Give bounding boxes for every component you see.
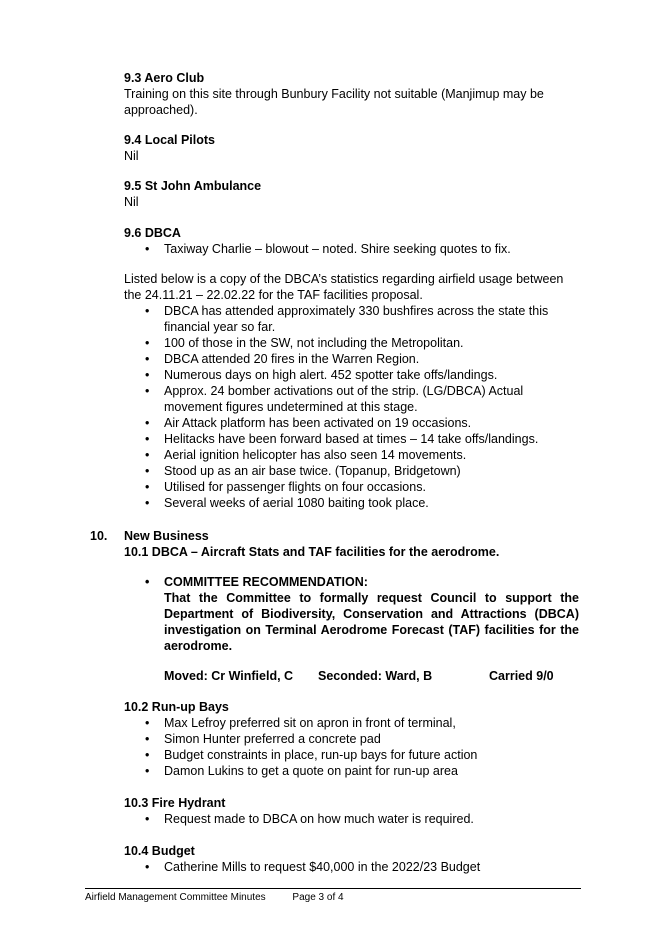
section-10-3: [124, 795, 579, 827]
section-9-6: [124, 225, 579, 257]
committee-recommendation: [124, 574, 579, 684]
section-heading: 9.5 St John Ambulance: [124, 179, 262, 193]
section-10-4: [124, 843, 579, 875]
statistics-list: [124, 303, 579, 511]
list-item: • Request made to DBCA on how much water is required.: [124, 811, 579, 827]
section-10: [124, 528, 579, 560]
seconded-by: Seconded: Ward, B: [318, 669, 433, 683]
list-item: • Stood up as an air base twice. (Topanup, Bridgetown): [124, 463, 579, 479]
list-item: • Numerous days on high alert. 452 spotter take offs/landings.: [124, 367, 579, 383]
moved-by: Moved: Cr Winfield, C: [164, 669, 294, 683]
list-item: • 100 of those in the SW, not including the Metropolitan.: [124, 335, 579, 351]
page-number: Page 3 of 4: [292, 892, 344, 903]
section-text: Training on this site through Bunbury Facility not suitable (Manjimup may be approached).: [124, 87, 544, 117]
carried-result: Carried 9/0: [489, 669, 554, 683]
run-up-bays-list: [124, 715, 579, 779]
list-item: • Air Attack platform has been activated on 19 occasions.: [124, 415, 579, 431]
section-9-3: [124, 70, 579, 118]
footer-divider: [85, 888, 581, 889]
list-item: • Approx. 24 bomber activations out of the strip. (LG/DBCA) Actual movement figures undetermined at this stage.: [124, 383, 579, 415]
list-item: • Catherine Mills to request $40,000 in the 2022/23 Budget: [124, 859, 579, 875]
list-item: • DBCA attended 20 fires in the Warren Region.: [124, 351, 579, 367]
section-9-5: [124, 178, 579, 210]
section-10-number: 10.: [90, 529, 108, 543]
subsection-heading: 10.1 DBCA – Aircraft Stats and TAF facilities for the aerodrome.: [124, 545, 500, 559]
fire-hydrant-list: [124, 811, 579, 827]
page-footer: [85, 892, 368, 904]
section-10-2: [124, 699, 579, 779]
footer-title: Airfield Management Committee Minutes: [85, 892, 266, 903]
dbca-statistics: [124, 271, 579, 511]
statistics-intro: Listed below is a copy of the DBCA’s statistics regarding airfield usage between the 24.11.21 – 22.02.22 for the TAF facilities proposal.: [124, 272, 564, 302]
list-item: • Damon Lukins to get a quote on paint for run-up area: [124, 763, 579, 779]
subsection-heading: 10.2 Run-up Bays: [124, 700, 229, 714]
motion-line: [164, 668, 579, 684]
section-text: Nil: [124, 149, 139, 163]
list-item: • Taxiway Charlie – blowout – noted. Shire seeking quotes to fix.: [124, 241, 579, 257]
section-text: Nil: [124, 195, 139, 209]
list-item: • Budget constraints in place, run-up bays for future action: [124, 747, 579, 763]
list-item: • Max Lefroy preferred sit on apron in front of terminal,: [124, 715, 579, 731]
recommendation-text: That the Committee to formally request Council to support the Department of Biodiversity, Conservation and Attractions (DBCA) investigation on Terminal Aerodrome Forecast (TAF) facilities for the aerodrome.: [164, 591, 579, 653]
list-item: • DBCA has attended approximately 330 bushfires across the state this financial year so far.: [124, 303, 579, 335]
list-item: • Utilised for passenger flights on four occasions.: [124, 479, 579, 495]
subsection-heading: 10.3 Fire Hydrant: [124, 796, 226, 810]
list-item: • Simon Hunter preferred a concrete pad: [124, 731, 579, 747]
section-heading: 9.6 DBCA: [124, 226, 181, 240]
section-heading: 9.4 Local Pilots: [124, 133, 216, 147]
subsection-heading: 10.4 Budget: [124, 844, 195, 858]
list-item: • Helitacks have been forward based at times – 14 take offs/landings.: [124, 431, 579, 447]
dbca-notes-list: [124, 241, 579, 257]
budget-list: [124, 859, 579, 875]
recommendation-label: • COMMITTEE RECOMMENDATION:: [124, 574, 579, 590]
list-item: • Several weeks of aerial 1080 baiting took place.: [124, 495, 579, 511]
section-9-4: [124, 132, 579, 164]
section-heading: New Business: [124, 529, 209, 543]
list-item: • Aerial ignition helicopter has also seen 14 movements.: [124, 447, 579, 463]
section-heading: 9.3 Aero Club: [124, 71, 205, 85]
